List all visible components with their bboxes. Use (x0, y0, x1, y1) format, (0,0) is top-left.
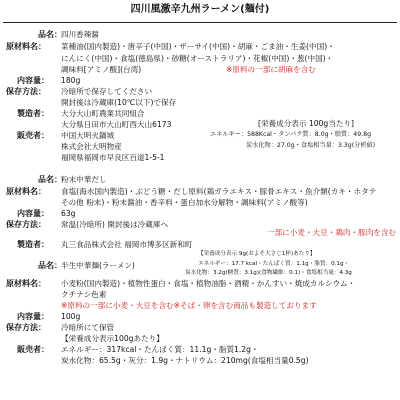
s3-materials-label: 原材料名： (6, 279, 46, 288)
s1-storage-label: 保存方法： (6, 87, 46, 96)
title-divider (3, 22, 397, 23)
s3-nutrition-row: エネルギー：317kcal・たんぱく質：11.1g・脂質1.2g・ (61, 345, 259, 354)
s3-nutrition-title: 【栄養成分表示100gあたり】 (61, 334, 164, 343)
s1-materials-line: 菜種油(国内製造)・唐辛子(中国)・ザーサイ(中国)・胡麻・ごま油・生姜(中国)・ (61, 42, 335, 51)
s2-volume-label: 内容量： (17, 209, 49, 218)
s3-materials-line: 小麦粉(国内製造)・植物性蛋白・食塩・植物油脂・酒精・かんすい・焼成カルシウム・ (61, 279, 356, 288)
s3-nutrition-row: 炭水化物：65.5g・灰分：1.9g・ナトリウム：210mg(食塩相当量0.5g) (61, 356, 309, 365)
s2-maker-label: 製造者： (17, 240, 49, 249)
s2-materials-line: その他 粉末)・粉末醤油・香辛料・蛋白加水分解物・調味料(アミノ酸等) (61, 198, 308, 207)
s3-volume: 100g (61, 312, 81, 321)
s2-allergen-note: 一部に小麦・大豆・鶏肉・豚肉を含む (267, 228, 397, 237)
s1-materials-label: 原材料名： (6, 42, 46, 51)
s1-maker-line: 大分県日田市大山町西大山6173 (61, 120, 172, 129)
product-title: 四川風激辛九州ラーメン(麺付) (130, 4, 270, 15)
s3-allergen-note: ※原料の一部に小麦・大豆を含む※そば・卵を含む商品も製造しております (61, 301, 317, 310)
s3-storage-label: 保存方法： (6, 323, 46, 332)
s1-nutrition-title: [栄養成分表示 100g当たり] (258, 119, 354, 128)
s1-nutrition-row: エネルギー：588Kcal・タンパク質：8.0g・脂質：49.8g (210, 131, 372, 138)
s2-storage: 常温(冷暗所) 開封後は冷蔵庫へ (61, 220, 169, 229)
s1-nutrition-row: 炭水化物：27.0g・食塩相当量：3.3g(分析値) (246, 142, 376, 149)
s1-name: 四川香辣醤 (61, 30, 99, 39)
s3-materials-line: クチナシ色素 (61, 290, 107, 299)
s1-storage-line: 開封後は冷蔵庫(10℃以下)で保存 (61, 98, 177, 107)
s2-maker: 丸三食品株式会社 福岡市博多区新和町 (61, 240, 193, 249)
s1-volume-label: 内容量： (17, 76, 49, 85)
s2-materials-label: 原材料名： (6, 187, 46, 196)
s2-materials-line: 食塩(海水国内製造)・ぶどう糖・だし原料(鶏ガラエキス・豚骨エキス・魚介類(カキ・ホタテ (61, 187, 377, 196)
s2-nutrition-title: 【栄養成分表示 9g(およそ大さじ1杯)あたり】 (198, 251, 316, 257)
s2-nutrition-row: エネルギー：17.7 kcal・たんぱく質：1.1g・脂質：0.1g・ (198, 261, 350, 267)
s1-seller-line: 中国大明火鍋城 (61, 131, 115, 140)
s1-volume: 180g (61, 76, 81, 85)
s2-nutrition-row: 炭水化物：3.2g(糖質：3.1g)(食物繊維：0.1)・食塩相当量：4.3g (185, 270, 352, 276)
s3-name-label: 品名： (38, 261, 62, 270)
s1-seller-line: 福岡県福岡市早良区百道1-5-1 (61, 153, 165, 162)
s2-volume: 63g (61, 209, 76, 218)
s3-volume-label: 内容量： (17, 312, 49, 321)
s1-seller-label: 販売者： (17, 131, 49, 140)
s2-name-label: 品名： (38, 175, 62, 184)
s1-maker-line: 大分大山町農業共同組合 (61, 109, 145, 118)
s1-allergen-note: ※原料の一部に胡麻を含む (226, 65, 316, 74)
s1-maker-label: 製造者： (17, 109, 49, 118)
s1-name-label: 品名： (38, 30, 62, 39)
s2-name: 粉末中華だし (61, 175, 107, 184)
s1-seller-line: 株式会社大明物産 (61, 142, 122, 151)
s3-seller-label: 販売者： (17, 345, 49, 354)
s3-storage: 冷暗所にて保管 (61, 323, 115, 332)
s3-name: 半生中華麺(ラーメン) (61, 261, 135, 270)
s2-storage-label: 保存方法： (6, 220, 46, 229)
s1-storage-line: 冷暗所で保存してください (61, 87, 153, 96)
s1-materials-line: 調味料[アミノ酸](台湾) (61, 65, 142, 74)
s1-materials-line: にんにく(中国)・食塩(徳島県)・砂糖(オーストラリア)・花椒(中国)・葱(中国)・ (61, 54, 334, 63)
